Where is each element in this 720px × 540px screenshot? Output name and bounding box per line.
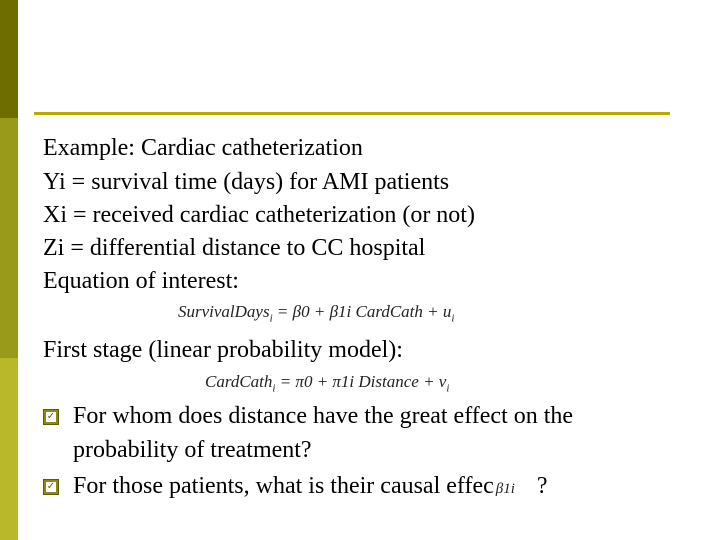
equation-of-interest: SurvivalDays$_i$ = β0 + β1i CardCath + $u_i$ — [178, 302, 455, 325]
first-stage-label: First stage (linear probability model): — [43, 337, 403, 363]
left-stripe-top — [0, 0, 18, 118]
checkbox-bullet-icon: ✓ — [43, 479, 59, 495]
line-example: Example: Cardiac catheterization — [43, 135, 363, 161]
equation-lhs: SurvivalDays — [178, 302, 270, 321]
bullet-item-causal-effect — [43, 470, 693, 502]
bullet-2-text — [73, 470, 548, 505]
line-equation-of-interest: Equation of interest: — [43, 268, 239, 294]
checkbox-bullet-icon: ✓ — [43, 409, 59, 425]
first-stage-rhs: = π0 + π1i Distance + v — [279, 372, 447, 391]
equation-rhs: = β0 + β1i CardCath + u — [276, 302, 452, 321]
first-stage-lhs: CardCath — [205, 372, 273, 391]
line-zi: Zi = differential distance to CC hospital — [43, 235, 426, 261]
bullet-2-line: For those patients, what is their causal effec — [73, 473, 494, 499]
line-xi: Xi = received cardiac catheterization (or not) — [43, 202, 475, 228]
bullet-2-tail: ? — [536, 473, 548, 499]
equation-first-stage: CardCath$_i$ = π0 + π1i Distance + $v_i$ — [205, 372, 450, 395]
left-stripe-middle — [0, 118, 18, 358]
title-rule — [34, 112, 670, 115]
bullet-item-distance-effect — [43, 400, 693, 464]
line-yi: Yi = survival time (days) for AMI patients — [43, 169, 450, 195]
bullet-1-line-1: For whom does distance have the great effect on the — [73, 403, 574, 429]
beta-symbol: β1i — [495, 481, 515, 497]
bullet-1-line-2: probability of treatment? — [73, 437, 312, 463]
left-stripe-bottom — [0, 358, 18, 540]
